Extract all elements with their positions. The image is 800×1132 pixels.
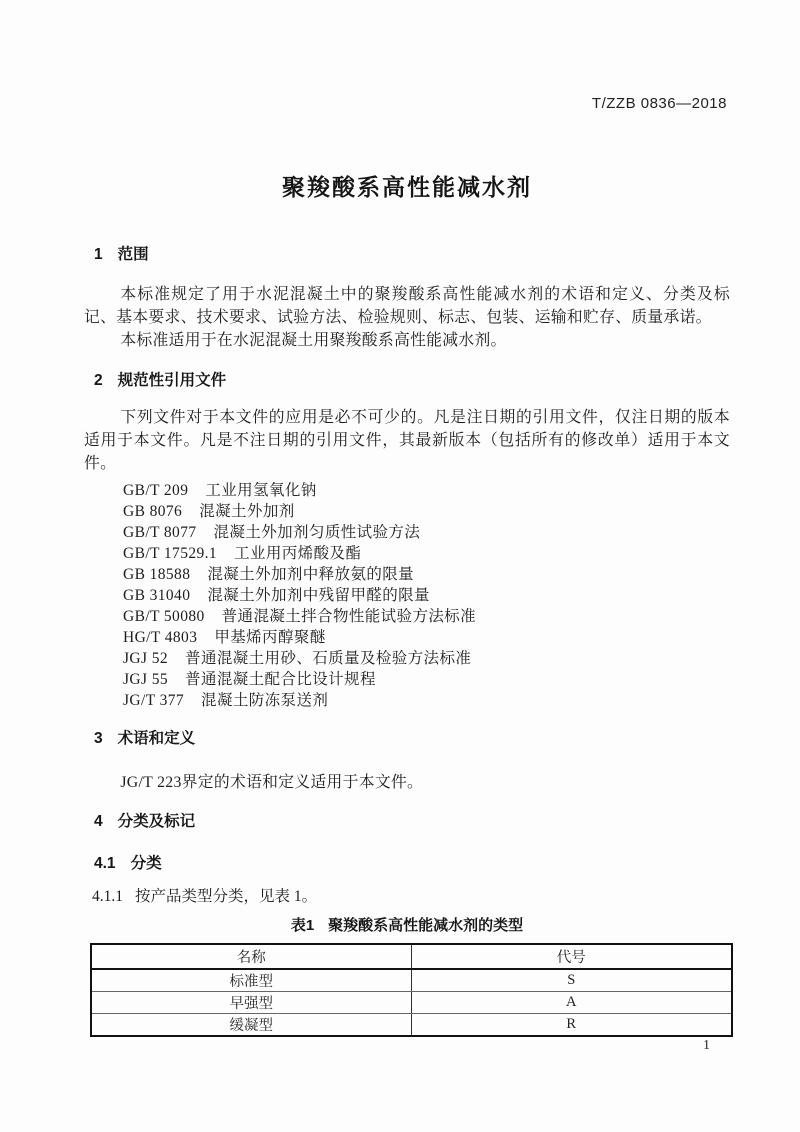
table-row (91, 969, 732, 992)
document-title: 聚羧酸系高性能减水剂 (282, 174, 532, 200)
section-4-1-heading (84, 854, 730, 874)
table1-water-reducer-types (90, 943, 733, 1037)
reference-item (123, 543, 730, 564)
section-title: 分类及标记 (117, 813, 196, 830)
reference-code: GB 31040 (123, 587, 191, 604)
reference-code: GB/T 8077 (123, 524, 197, 541)
section-4-heading (84, 812, 730, 832)
reference-code: GB/T 50080 (123, 608, 205, 625)
type-code-cell: S (411, 969, 732, 992)
reference-code: HG/T 4803 (123, 629, 198, 646)
section-title: 分类 (130, 855, 162, 872)
reference-code: GB/T 209 (123, 482, 189, 499)
clause-4-1-1 (84, 885, 730, 908)
section-number: 1 (94, 246, 103, 263)
reference-item (123, 690, 730, 711)
section-title: 范围 (117, 246, 149, 263)
standard-number: T/ZZB 0836—2018 (591, 95, 727, 112)
type-code-cell: R (411, 1014, 732, 1037)
reference-code: JG/T 377 (123, 692, 185, 709)
section-2-heading (84, 371, 730, 391)
reference-item (123, 627, 730, 648)
column-header-code: 代号 (411, 944, 732, 969)
reference-item (123, 564, 730, 585)
section-number: 2 (94, 372, 103, 389)
type-name-cell: 缓凝型 (91, 1014, 411, 1037)
reference-code: GB 8076 (123, 503, 183, 520)
table1-caption (84, 916, 730, 935)
clause-number: 4.1.1 (92, 888, 123, 905)
page-number: 1 (703, 1038, 710, 1053)
type-name-cell: 早强型 (91, 992, 411, 1014)
terms-definitions-paragraph: JG/T 223界定的术语和定义适用于本文件。 (120, 774, 424, 791)
section-3-heading (84, 729, 730, 749)
reference-code: GB/T 17529.1 (123, 545, 218, 562)
reference-item (123, 480, 730, 501)
section-1-heading (84, 245, 730, 265)
section-number: 4.1 (94, 855, 116, 872)
reference-item (123, 522, 730, 543)
reference-title: 普通混凝土拌合物性能试验方法标准 (221, 608, 477, 625)
section-title: 规范性引用文件 (117, 372, 227, 389)
normative-references-paragraph: 下列文件对于本文件的应用是必不可少的。凡是注日期的引用文件，仅注日期的版本适用于本文件。凡是不注日期的引用文件，其最新版本（包括所有的修改单）适用于本文件。 (84, 409, 730, 472)
section-number: 3 (94, 730, 103, 747)
reference-item (123, 648, 730, 669)
reference-code: GB 18588 (123, 566, 191, 583)
reference-title: 混凝土外加剂中残留甲醛的限量 (207, 587, 430, 604)
page-content (84, 0, 730, 1037)
table-header-row (91, 944, 732, 969)
scope-paragraph-1: 本标准规定了用于水泥混凝土中的聚羧酸系高性能减水剂的术语和定义、分类及标记、基本要求、技术要求、试验方法、检验规则、标志、包装、运输和贮存、质量承诺。 (84, 286, 730, 326)
reference-list (84, 480, 730, 711)
table1-caption-label: 表1 (290, 917, 315, 934)
reference-title: 混凝土外加剂中释放氨的限量 (207, 566, 415, 583)
table-row (91, 1014, 732, 1037)
reference-item (123, 501, 730, 522)
reference-item (123, 669, 730, 690)
scope-paragraph-2: 本标准适用于在水泥混凝土用聚羧酸系高性能减水剂。 (120, 332, 507, 349)
clause-text: 按产品类型分类，见表 1。 (135, 888, 318, 905)
reference-title: 普通混凝土用砂、石质量及检验方法标准 (185, 650, 472, 667)
type-code-cell: A (411, 992, 732, 1014)
reference-title: 混凝土外加剂匀质性试验方法 (213, 524, 421, 541)
table-row (91, 992, 732, 1014)
reference-title: 普通混凝土配合比设计规程 (185, 671, 376, 688)
reference-item (123, 606, 730, 627)
reference-title: 甲基烯丙醇聚醚 (214, 629, 326, 646)
reference-title: 混凝土外加剂 (199, 503, 295, 520)
column-header-name: 名称 (91, 944, 411, 969)
reference-code: JGJ 52 (123, 650, 169, 667)
table1-caption-text: 聚羧酸系高性能减水剂的类型 (328, 917, 524, 934)
reference-title: 工业用丙烯酸及酯 (234, 545, 362, 562)
section-title: 术语和定义 (117, 730, 196, 747)
reference-title: 工业用氢氧化钠 (205, 482, 317, 499)
reference-code: JGJ 55 (123, 671, 169, 688)
section-number: 4 (94, 813, 103, 830)
reference-title: 混凝土防冻泵送剂 (201, 692, 329, 709)
type-name-cell: 标准型 (91, 969, 411, 992)
reference-item (123, 585, 730, 606)
